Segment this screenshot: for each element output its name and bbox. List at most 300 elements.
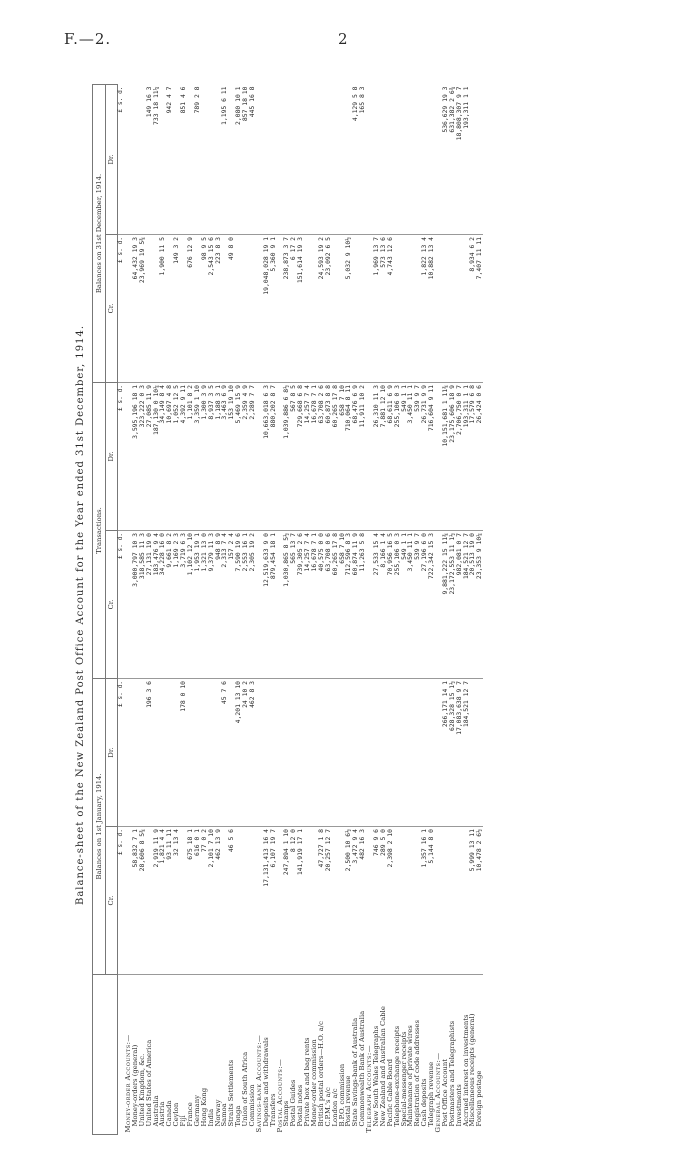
amount-cell: 151,614 19 3 — [297, 234, 304, 382]
group-head-transactions: Transactions. — [93, 382, 106, 678]
amount-cell: 1,900 11 5 — [159, 234, 166, 382]
amount-cell — [456, 827, 463, 975]
table-row — [332, 84, 339, 1134]
units-label: £ s. d. — [118, 234, 125, 382]
table-row — [401, 84, 408, 1134]
amount-cell — [476, 678, 483, 826]
amount-cell — [187, 678, 194, 826]
amount-cell — [304, 678, 311, 826]
table-row — [242, 84, 249, 1134]
amount-cell: 8,937 3 5 — [208, 382, 215, 530]
col-head-cr: Cr. — [106, 827, 118, 975]
table-row — [325, 84, 332, 1134]
amount-cell: 27,533 15 4 — [373, 530, 380, 678]
amount-cell: 1,052 12 5 — [173, 382, 180, 530]
amount-cell — [339, 84, 346, 234]
account-label: Germany — [192, 1095, 201, 1127]
table-row — [394, 84, 401, 1134]
amount-cell — [325, 678, 332, 826]
account-label: Straits Settlements — [227, 1059, 236, 1127]
amount-cell: 5,144 8 0 — [428, 827, 435, 975]
amount-cell: 1,321 13 0 — [201, 530, 208, 678]
amount-cell: 23,092 6 5 — [325, 234, 332, 382]
amount-cell — [318, 84, 325, 234]
amount-cell: 2,919 11 9 — [152, 827, 159, 975]
account-label: Telephone-exchange receipts — [392, 1025, 401, 1127]
amount-cell — [401, 234, 408, 382]
amount-cell: 462 8 3 — [249, 678, 256, 826]
amount-cell — [373, 678, 380, 826]
amount-cell: 255,106 0 3 — [394, 382, 401, 530]
amount-cell — [366, 678, 373, 826]
amount-cell: 153 19 10 — [228, 382, 235, 530]
account-label: Pacific Cable Board — [385, 1058, 394, 1127]
amount-cell — [283, 84, 290, 234]
table-row — [352, 84, 359, 1134]
amount-cell: 14,257 7 4 — [304, 530, 311, 678]
amount-cell: 17,579 6 8 — [469, 382, 476, 530]
amount-cell: 716,604 9 11 — [428, 382, 435, 530]
amount-cell: 47,727 1 8 — [318, 827, 325, 975]
amount-cell: 63,708 2 6 — [318, 382, 325, 530]
amount-cell: 6 17 2 — [290, 234, 297, 382]
account-label: United States of America — [144, 1039, 153, 1127]
col-head-dr: Dr. — [106, 84, 118, 234]
amount-cell — [407, 84, 414, 234]
amount-cell: 675 18 1 — [187, 827, 194, 975]
amount-cell: 3,450 11 1 — [407, 382, 414, 530]
amount-cell: 247,894 1 10 — [283, 827, 290, 975]
amount-cell: 20,257 12 7 — [325, 827, 332, 975]
amount-cell: 2,305 19 2 — [249, 530, 256, 678]
units-label: £ s. d. — [118, 382, 125, 530]
amount-cell: 628,328 15 1½ — [449, 678, 456, 826]
amount-cell: 1,357 16 1 — [421, 827, 428, 975]
amount-cell: 11,263 5 8 — [359, 530, 366, 678]
table-row — [345, 84, 352, 1134]
table-row — [476, 84, 483, 1134]
balance-sheet-table — [92, 84, 483, 1135]
account-label: New South Wales Telegraphs — [372, 1025, 380, 1127]
account-label: Post Office Account — [440, 1059, 449, 1127]
account-label: Norway — [213, 1099, 222, 1127]
amount-cell: 64,432 19 3 — [132, 234, 139, 382]
amount-cell: 23,969 19 5¾ — [139, 234, 146, 382]
amount-cell — [449, 234, 456, 382]
amount-cell: 9,379 11 3 — [208, 530, 215, 678]
amount-cell — [242, 827, 249, 975]
amount-cell: 567 8 5 — [290, 382, 297, 530]
amount-cell — [428, 84, 435, 234]
amount-cell: 17,131,413 16 4 — [263, 827, 270, 975]
amount-cell — [366, 84, 373, 234]
table-row — [228, 84, 235, 1134]
amount-cell: 982,081 0 7 — [456, 530, 463, 678]
amount-cell: 16,678 7 1 — [311, 530, 318, 678]
amount-cell — [469, 678, 476, 826]
table-row — [387, 84, 394, 1134]
amount-cell: 8 12 0 — [290, 827, 297, 975]
amount-cell: 879,454 18 1 — [270, 530, 277, 678]
amount-cell: 318,585 11 3 — [139, 530, 146, 678]
amount-cell: 710,064 8 11 — [345, 382, 352, 530]
amount-cell — [146, 234, 153, 382]
amount-cell — [256, 678, 263, 826]
account-label: Cash deposits — [420, 1078, 429, 1127]
amount-cell: 658 7 10 — [339, 382, 346, 530]
amount-cell: 5,360 9 1 — [270, 234, 277, 382]
amount-cell — [428, 678, 435, 826]
amount-cell — [380, 84, 387, 234]
account-label: Hong Kong — [199, 1087, 208, 1127]
amount-cell — [318, 678, 325, 826]
amount-cell: 2,359 4 9 — [242, 382, 249, 530]
amount-cell — [339, 678, 346, 826]
account-label: Accrued interest on investments — [461, 1014, 470, 1127]
amount-cell: 178 0 10 — [180, 678, 187, 826]
amount-cell: 184,521 12 7 — [463, 530, 470, 678]
amount-cell: 7,881 12 10 — [380, 382, 387, 530]
amount-cell: 26,424 0 6 — [476, 382, 483, 530]
amount-cell: 23,175,606 18 9 — [449, 382, 456, 530]
group-head-opening: Balances on 1st January, 1914. — [93, 678, 106, 974]
units-label: £ s. d. — [118, 84, 125, 234]
amount-cell — [332, 827, 339, 975]
amount-cell — [394, 678, 401, 826]
account-label: Postal notes — [296, 1084, 305, 1127]
account-label: Registration of code addresses — [413, 1020, 422, 1127]
amount-cell — [311, 678, 318, 826]
amount-cell: 676 12 9 — [187, 234, 194, 382]
amount-cell — [407, 827, 414, 975]
amount-cell: 60,265 17 8 — [332, 530, 339, 678]
amount-cell: 165 8 3 — [359, 84, 366, 234]
amount-cell — [401, 678, 408, 826]
amount-cell — [304, 234, 311, 382]
amount-cell: 536,629 19 3 — [442, 84, 449, 234]
amount-cell: 739,305 2 6 — [297, 530, 304, 678]
amount-cell: 45 7 6 — [221, 678, 228, 826]
account-label: Australia — [151, 1095, 160, 1127]
amount-cell — [332, 234, 339, 382]
amount-cell — [332, 678, 339, 826]
table-row — [270, 84, 277, 1134]
account-label: India — [206, 1108, 215, 1127]
amount-cell: 20,513 19 0 — [469, 530, 476, 678]
amount-cell — [373, 84, 380, 234]
section-row — [435, 84, 442, 1134]
amount-cell: 1,030,865 8 5½ — [283, 530, 290, 678]
account-label: Investments — [454, 1084, 463, 1127]
amount-cell — [414, 84, 421, 234]
amount-cell — [407, 678, 414, 826]
amount-cell — [387, 84, 394, 234]
amount-cell: 184,521 12 7 — [463, 678, 470, 826]
amount-cell: 238,873 3 7 — [283, 234, 290, 382]
amount-cell: 9,661 8 2 — [166, 530, 173, 678]
amount-cell — [442, 234, 449, 382]
amount-cell: 1,039,886 6 8½ — [283, 382, 290, 530]
amount-cell: 26,731 9 9 — [421, 382, 428, 530]
amount-cell: 34,149 8 4 — [159, 382, 166, 530]
amount-cell: 17,083,638 9 7 — [456, 678, 463, 826]
amount-cell — [380, 678, 387, 826]
account-label: Austria — [158, 1101, 167, 1127]
amount-cell: 12,519,633 9 0 — [263, 530, 270, 678]
amount-cell: 60,873 8 8 — [325, 382, 332, 530]
account-label: Transfers — [268, 1093, 277, 1127]
amount-cell: 1,300 3 9 — [201, 382, 208, 530]
amount-cell: 68,476 6 9 — [352, 382, 359, 530]
amount-cell: 4,129 5 8 — [352, 84, 359, 234]
amount-cell — [152, 678, 159, 826]
amount-cell — [435, 827, 442, 975]
document-title: Balance-sheet of the New Zealand Post Office Account for the Year ended 31st December, 1914. — [75, 324, 86, 906]
amount-cell: 58,832 7 1 — [132, 827, 139, 975]
table-row — [428, 84, 435, 1134]
amount-cell — [125, 84, 132, 234]
amount-cell — [476, 84, 483, 234]
amount-cell: 3,450 11 1 — [407, 530, 414, 678]
amount-cell: 733 18 11¼ — [152, 84, 159, 234]
amount-cell — [249, 234, 256, 382]
amount-cell — [414, 678, 421, 826]
col-head-cr: Cr. — [106, 234, 118, 382]
table-row — [304, 84, 311, 1134]
units-label: £ s. d. — [118, 678, 125, 826]
amount-cell: 462 13 9 — [214, 827, 221, 975]
amount-cell: 6,107 19 7 — [270, 827, 277, 975]
amount-cell: 27,196 6 0 — [421, 530, 428, 678]
amount-cell: 60,265 17 8 — [332, 382, 339, 530]
amount-cell: 1,188 3 1 — [214, 382, 221, 530]
amount-cell — [276, 678, 283, 826]
amount-cell: 26,310 11 3 — [373, 382, 380, 530]
amount-cell — [352, 678, 359, 826]
amount-cell — [290, 84, 297, 234]
amount-cell — [407, 234, 414, 382]
amount-cell: 549 1 1 — [401, 530, 408, 678]
units-label: £ s. d. — [118, 530, 125, 678]
account-label: Postal Guides — [289, 1079, 298, 1127]
table-row — [214, 84, 221, 1134]
amount-cell: 2,313 7 4 — [221, 530, 228, 678]
amount-cell — [401, 84, 408, 234]
group-head-closing: Balances on 31st December, 1914. — [93, 84, 106, 382]
table-row — [159, 84, 166, 1134]
amount-cell: 223 8 3 — [214, 234, 221, 382]
amount-cell — [394, 827, 401, 975]
amount-cell: 49 8 0 — [228, 234, 235, 382]
section-heading: Savings-bank Accounts:— — [254, 1034, 263, 1133]
amount-cell: 631,382 2 6¾ — [449, 84, 456, 234]
amount-cell: 851 4 6 — [180, 84, 187, 234]
account-label: State Savings-bank of Australia — [351, 1017, 360, 1127]
amount-cell — [263, 678, 270, 826]
amount-cell — [304, 84, 311, 234]
amount-cell: 1,822 13 4 — [421, 234, 428, 382]
units-label: £ s. d. — [118, 827, 125, 975]
amount-cell: 10,697 4 8 — [166, 382, 173, 530]
amount-cell: 5,999 13 11 — [469, 827, 476, 975]
amount-cell: 539 9 7 — [414, 382, 421, 530]
amount-cell: 63,708 0 6 — [325, 530, 332, 678]
account-label: Foreign postage — [475, 1070, 484, 1127]
amount-cell: 445 16 8 — [249, 84, 256, 234]
amount-cell — [345, 678, 352, 826]
amount-cell: 1,953 19 1 — [194, 530, 201, 678]
account-label: New Zealand and Australian Cable — [378, 1006, 387, 1127]
account-label: Telegraph revenue — [427, 1061, 436, 1127]
amount-cell: 32 13 4 — [173, 827, 180, 975]
units-row — [118, 84, 125, 1134]
amount-cell: 3,595,196 18 1 — [132, 382, 139, 530]
section-heading: Telegraph Accounts:— — [365, 1044, 374, 1133]
amount-cell: 789 2 8 — [194, 84, 201, 234]
account-label: Tonga — [234, 1105, 243, 1127]
amount-cell: 193,311 1 1 — [463, 84, 470, 234]
amount-cell — [387, 678, 394, 826]
amount-cell: 23,172,553 11 1½ — [449, 530, 456, 678]
table-row — [187, 84, 194, 1134]
amount-cell — [359, 678, 366, 826]
section-heading: Postal Accounts:— — [275, 1058, 284, 1133]
amount-cell: 10,882 13 4 — [428, 234, 435, 382]
table-row — [249, 84, 256, 1134]
amount-cell: 5,032 9 10½ — [345, 234, 352, 382]
account-label: Postmasters and Telegraphists — [447, 1020, 456, 1127]
amount-cell: 187,130 0 10¼ — [152, 382, 159, 530]
amount-cell: 4,392 9 11 — [180, 382, 187, 530]
amount-cell — [421, 84, 428, 234]
amount-cell — [166, 678, 173, 826]
account-label: London a/c — [330, 1088, 339, 1127]
amount-cell: 5,469 15 9 — [235, 382, 242, 530]
amount-cell: 18,808,307 9 7 — [456, 84, 463, 234]
amount-cell: 149 3 2 — [173, 234, 180, 382]
amount-cell: 9,881,222 15 11¾ — [442, 530, 449, 678]
amount-cell: 77 0 2 — [201, 827, 208, 975]
amount-cell — [325, 84, 332, 234]
amount-cell — [208, 678, 215, 826]
amount-cell: 2,543 15 6 — [208, 234, 215, 382]
amount-cell: 880,202 8 7 — [270, 382, 277, 530]
account-label: Samoa — [220, 1103, 229, 1127]
table-body — [118, 84, 484, 1134]
amount-cell — [132, 84, 139, 234]
amount-cell — [332, 84, 339, 234]
amount-cell: 712,596 8 3 — [345, 530, 352, 678]
amount-cell: 10,663,018 6 3 — [263, 382, 270, 530]
amount-cell — [435, 234, 442, 382]
amount-cell — [469, 84, 476, 234]
amount-cell: 10,478 2 6½ — [476, 827, 483, 975]
table-row — [407, 84, 414, 1134]
account-label: Stamps — [282, 1100, 291, 1127]
amount-cell: 10,151,681 1 11¾ — [442, 382, 449, 530]
amount-cell — [394, 234, 401, 382]
amount-cell: 3,463 6 9 — [221, 382, 228, 530]
amount-cell: 7,407 11 11 — [476, 234, 483, 382]
amount-cell — [394, 84, 401, 234]
amount-cell — [132, 678, 139, 826]
amount-cell: 1,969 13 7 — [373, 234, 380, 382]
amount-cell: 196 3 6 — [146, 678, 153, 826]
amount-cell: 141,919 17 1 — [297, 827, 304, 975]
page-number: 2 — [338, 30, 349, 48]
amount-cell: 1,195 6 11 — [221, 84, 228, 234]
amount-cell: 3,472 9 4 — [352, 827, 359, 975]
account-label: France — [185, 1102, 194, 1127]
amount-cell: 2,080 10 1 — [235, 84, 242, 234]
col-head-cr: Cr. — [106, 530, 118, 678]
account-label: Commonwealth Bank of Australia — [358, 1010, 367, 1127]
amount-cell: 1,169 2 3 — [173, 530, 180, 678]
amount-cell: 482 16 3 — [359, 827, 366, 975]
amount-cell: 2,101 7 10 — [208, 827, 215, 975]
col-head-dr: Dr. — [106, 678, 118, 826]
table-row — [297, 84, 304, 1134]
amount-cell — [283, 678, 290, 826]
amount-cell: 2,706,750 0 7 — [456, 382, 463, 530]
amount-cell — [270, 678, 277, 826]
amount-cell: 19,048,028 19 1 — [263, 234, 270, 382]
amount-cell — [276, 84, 283, 234]
amount-cell — [125, 678, 132, 826]
amount-cell: 34,228 16 0 — [159, 530, 166, 678]
account-label: Money-orders (general) — [130, 1044, 139, 1127]
table-row — [456, 84, 463, 1134]
amount-cell — [352, 234, 359, 382]
table-row — [173, 84, 180, 1134]
amount-cell: 16,678 7 1 — [311, 382, 318, 530]
amount-cell — [270, 84, 277, 234]
amount-cell: 98 9 5 — [201, 234, 208, 382]
amount-cell: 266,171 14 1 — [442, 678, 449, 826]
amount-cell: 3,359 1 10 — [194, 382, 201, 530]
amount-cell: 746 9 6 — [373, 827, 380, 975]
amount-cell: 60,874 11 9 — [352, 530, 359, 678]
amount-cell: 40,575 0 0 — [318, 530, 325, 678]
account-label: Ceylon — [172, 1102, 181, 1127]
table-row — [235, 84, 242, 1134]
amount-cell — [263, 84, 270, 234]
amount-cell: 23,353 9 10¼ — [476, 530, 483, 678]
amount-cell — [449, 827, 456, 975]
account-label: B.P.O. commission — [337, 1063, 346, 1127]
amount-cell: 549 1 1 — [401, 382, 408, 530]
amount-cell — [235, 827, 242, 975]
amount-cell: 857 18 10 — [242, 84, 249, 234]
amount-cell — [242, 234, 249, 382]
amount-cell — [194, 678, 201, 826]
amount-cell: 7,590 19 6 — [235, 530, 242, 678]
amount-cell: 193,311 1 1 — [463, 382, 470, 530]
table-row — [442, 84, 449, 1134]
amount-cell — [297, 678, 304, 826]
amount-cell: 8,934 6 2 — [469, 234, 476, 382]
account-label: Fiji — [179, 1115, 188, 1127]
account-label: Private box and bag rents — [303, 1037, 312, 1127]
amount-cell: 93 11 11 — [166, 827, 173, 975]
amount-cell: 27,131 19 0 — [146, 530, 153, 678]
amount-cell: 1,821 4 4 — [159, 827, 166, 975]
amount-cell — [359, 234, 366, 382]
amount-cell — [201, 678, 208, 826]
table-row — [449, 84, 456, 1134]
amount-cell: 3,000,797 10 3 — [132, 530, 139, 678]
amount-cell: 2,500 10 6½ — [345, 827, 352, 975]
